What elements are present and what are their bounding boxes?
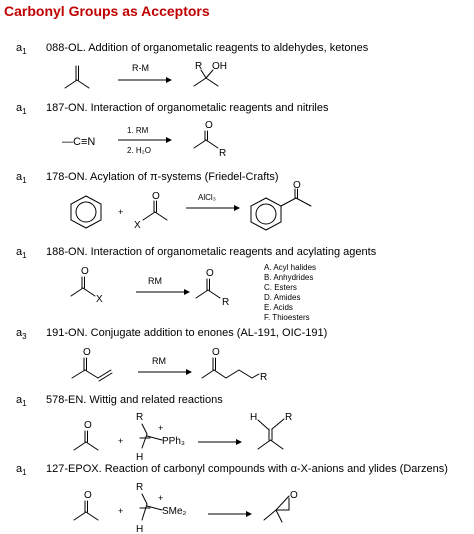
arrowhead [166,137,172,143]
product-r-label: R [260,372,268,383]
ylide-r-label: R [136,412,144,423]
ketone-structure [74,501,98,520]
arrowhead [186,369,192,375]
product-o-label: O [206,268,214,279]
alcohol-structure [194,70,218,86]
enone-structure [72,358,112,381]
product-r-label: R [219,148,227,159]
acyl-o-label: O [152,191,160,202]
scheme-188-on [0,262,474,322]
epoxide-o-label: O [290,490,298,501]
leaving-group-label: X [96,294,103,305]
reagent-label: RM [148,276,162,286]
section-title: 088-OL. Addition of organometalic reagents to aldehydes, ketones [46,42,369,54]
reagent-label: R-M [132,63,149,73]
list-item: D. Amides [264,293,301,302]
alkene-product-structure [258,419,284,449]
section-index: $a_3$ [16,327,27,342]
ketone-structure [74,431,98,450]
ylide-charge-label: + [158,493,164,503]
list-item: A. Acyl halides [264,263,317,272]
reagent-1-label: 1. RM [127,126,149,135]
epoxide-product-structure [264,496,289,522]
scheme-578-en [0,408,474,464]
page-title: Carbonyl Groups as Acceptors [4,3,210,19]
section-index: $a_1$ [16,42,27,57]
ketone-o-label: O [84,490,92,501]
section-index: $a_1$ [16,246,27,261]
ketone-product-structure [194,131,218,148]
arrowhead [234,205,240,211]
section-index: $a_1$ [16,171,27,186]
acylating-agent-structure [71,277,95,296]
scheme-191-on [0,342,474,390]
section-title: 127-EPOX. Reaction of carbonyl compounds with α-X-anions and ylides (Darzens) [46,463,448,475]
section-title: 578-EN. Wittig and related reactions [46,394,223,406]
ylide-h-label: H [136,452,144,463]
arrowhead [184,289,190,295]
arrowhead [236,439,242,445]
section-index: $a_1$ [16,394,27,409]
section-index: $a_1$ [16,102,27,117]
product-o-label: O [293,180,301,191]
product-o-label: O [205,120,213,131]
plus-sign: + [118,207,124,217]
section-title: 188-ON. Interaction of organometalic reagents and acylating agents [46,246,377,258]
plus-sign: + [118,436,124,446]
pph3-label: PPh₃ [162,436,185,447]
acylating-agent-list [264,263,316,323]
section-title: 178-ON. Acylation of π-systems (Friedel-Crafts) [46,171,279,183]
scheme-187-on [0,116,474,162]
reagent-2-label: 2. H₂O [127,146,151,155]
arrowhead [166,77,172,83]
plus-sign: + [118,506,124,516]
list-item: F. Thioesters [264,313,310,322]
product-r-label: R [222,297,230,308]
alkylated-ketone-structure [202,358,259,378]
list-item: E. Acids [264,303,293,312]
product-oh-label: OH [212,61,227,72]
arrowhead [246,511,252,517]
ketone-product-structure [196,279,220,298]
product-h-label: H [250,412,258,423]
ylide-r-label: R [136,482,144,493]
reagent-label: AlCl₃ [198,193,216,202]
acetophenone-structure [251,189,311,230]
section-title: 191-ON. Conjugate addition to enones (AL-191, OIC-191) [46,327,328,339]
enone-o-label: O [83,347,91,358]
leaving-group-label: X [134,220,141,231]
reagent-label: RM [152,356,166,366]
product-r-label: R [285,412,293,423]
list-item: C. Esters [264,283,297,292]
product-o-label: O [212,347,220,358]
nitrile-label: —C≡N [62,136,96,148]
ylide-h-label: H [136,524,144,534]
acyl-o-label: O [81,266,89,277]
ketone-o-label: O [84,420,92,431]
scheme-127-epox [0,478,474,534]
ketone-structure [65,66,89,88]
sme2-label: SMe₂ [162,506,187,517]
scheme-088-ol [0,56,474,96]
section-title: 187-ON. Interaction of organometalic reagents and nitriles [46,102,329,114]
acyl-halide-structure [143,201,167,220]
product-r-label: R [195,61,203,72]
scheme-178-on [0,180,474,234]
ylide-charge-label: + [158,423,164,433]
section-index: $a_1$ [16,463,27,478]
list-item: B. Anhydrides [264,273,314,282]
benzene-structure [71,196,101,228]
